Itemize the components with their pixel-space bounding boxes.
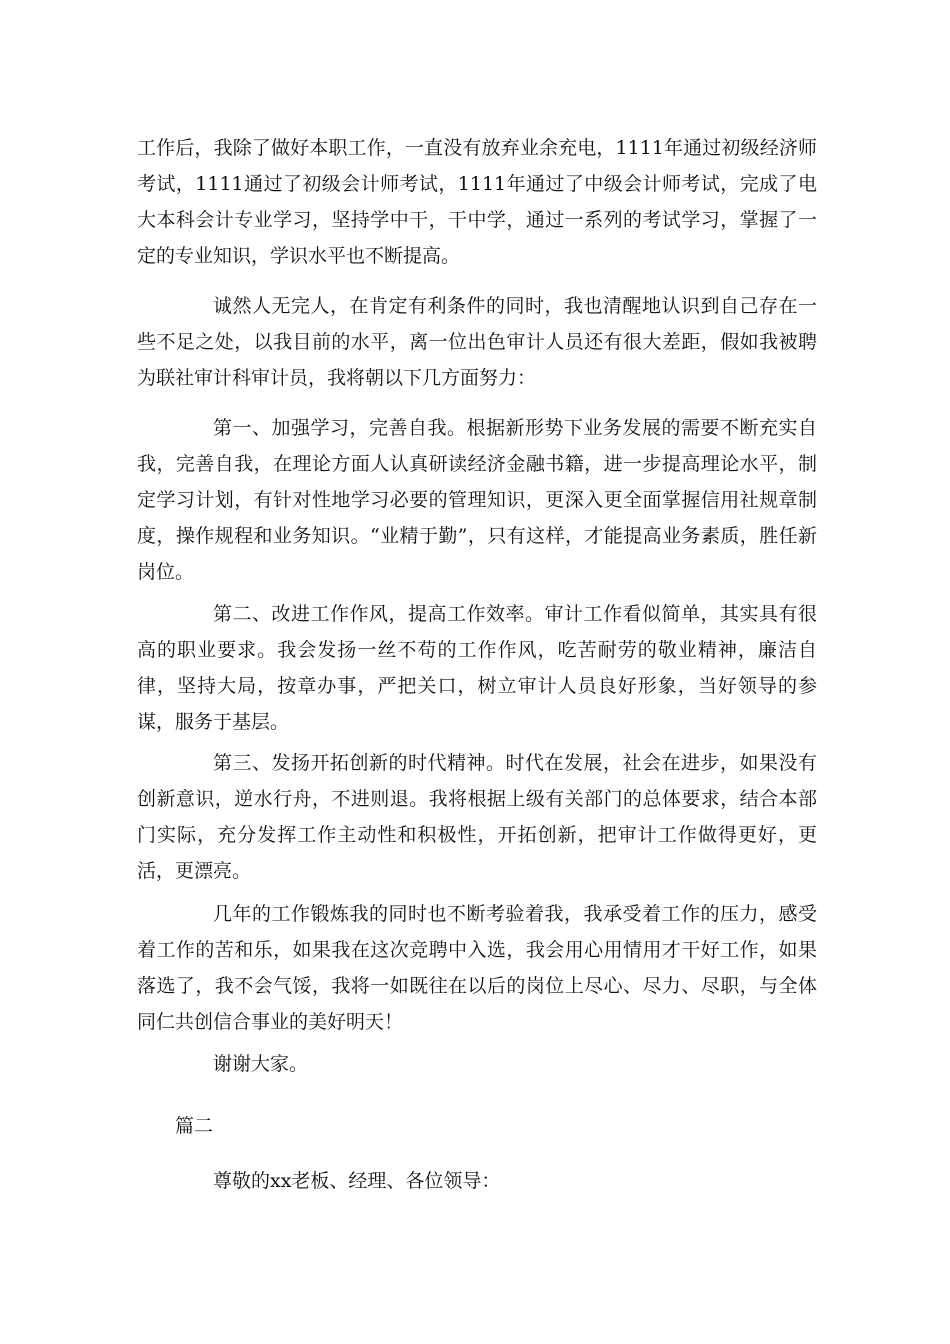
paragraph-thanks: 谢谢大家。 [213,1053,309,1075]
paragraph-point-two: 第二、改进工作作风，提高工作效率。审计工作看似简单，其实具有很高的职业要求。我会发扬一丝不苟的工作作风，吃苦耐劳的敬业精神，廉洁自律，坚持大局，按章办事，严把关口，树立审计人员良好形象，当好领导的参谋，服务于基层。 [137,603,817,733]
paragraph-shortcomings: 诚然人无完人，在肯定有利条件的同时，我也清醒地认识到自己存在一些不足之处，以我目前的水平，离一位出色审计人员还有很大差距，假如我被聘为联社审计科审计员，我将朝以下几方面努力： [137,295,817,389]
section-heading: 篇二 [175,1115,214,1137]
paragraph-point-three: 第三、发扬开拓创新的时代精神。时代在发展，社会在进步，如果没有创新意识，逆水行舟，不进则退。我将根据上级有关部门的总体要求，结合本部门实际，充分发挥工作主动性和积极性，开拓创新，把审计工作做得更好，更活，更漂亮。 [137,752,817,882]
paragraph-point-one: 第一、加强学习，完善自我。根据新形势下业务发展的需要不断充实自我，完善自我，在理论方面人认真研读经济金融书籍，进一步提高理论水平，制定学习计划，有针对性地学习必要的管理知识，更深入更全面掌握信用社规章制度，操作规程和业务知识。“业精于勤”，只有这样，才能提高业务素质，胜任新岗位。 [137,417,817,583]
salutation: 尊敬的xx老板、经理、各位领导： [213,1170,501,1192]
paragraph-closing: 几年的工作锻炼我的同时也不断考验着我，我承受着工作的压力，感受着工作的苦和乐，如果我在这次竞聘中入选，我会用心用情用才干好工作，如果落选了，我不会气馁，我将一如既往在以后的岗位上尽心、尽力、尽职，与全体同仁共创信合事业的美好明天！ [137,903,817,1033]
paragraph-study-history: 工作后，我除了做好本职工作，一直没有放弃业余充电，1111年通过初级经济师考试，1111通过了初级会计师考试，1111年通过了中级会计师考试，完成了电大本科会计专业学习，坚持学中干，干中学，通过一系列的考试学习，掌握了一定的专业知识，学识水平也不断提高。 [137,137,817,267]
